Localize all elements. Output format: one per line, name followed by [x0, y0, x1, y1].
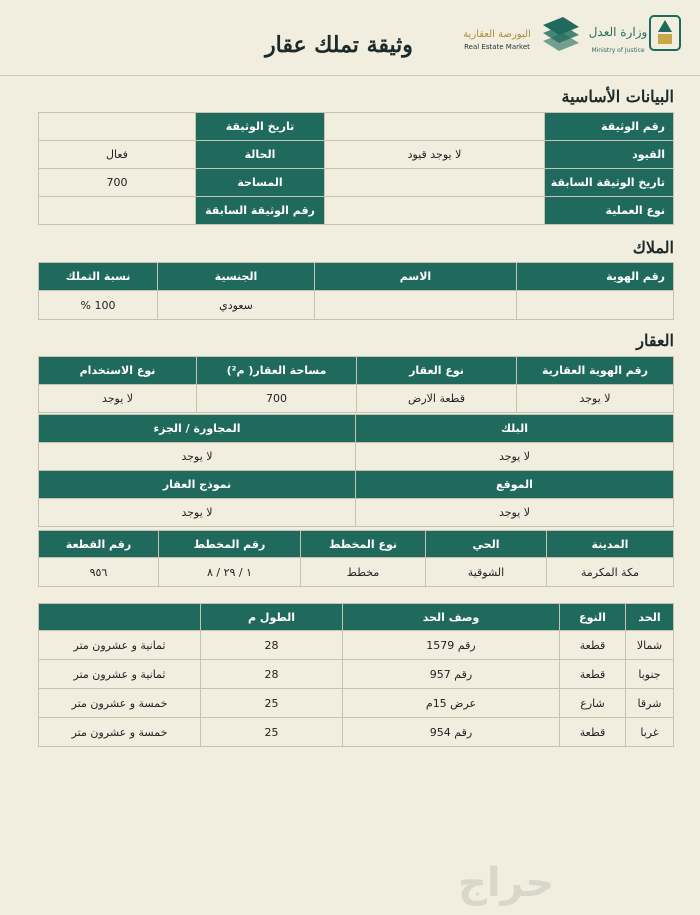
border-length: 28: [201, 631, 343, 660]
border-length: 25: [201, 689, 343, 718]
border-type: قطعة: [560, 660, 626, 689]
label-doc-date: تاريخ الوثيقة: [196, 113, 325, 141]
border-type: شارع: [560, 689, 626, 718]
border-length: 28: [201, 660, 343, 689]
value-status: فعال: [39, 141, 196, 169]
document-title: وثيقة تملك عقار: [265, 32, 413, 58]
owners-header-name: الاسم: [315, 263, 517, 291]
border-length-words: ثمانية و عشرون متر: [39, 660, 201, 689]
border-desc: رقم 1579: [343, 631, 560, 660]
property-title: العقار: [636, 331, 674, 350]
borders-header-desc: وصف الحد: [343, 604, 560, 631]
property-value-district: الشوقية: [426, 558, 547, 587]
property-header-usage: نوع الاستخدام: [39, 357, 197, 385]
property-value-area: 700: [197, 385, 357, 413]
property-header-block: البلك: [356, 415, 674, 443]
border-side: جنوبا: [626, 660, 674, 689]
property-header-type: نوع العقار: [357, 357, 517, 385]
property-header-plan-no: رقم المخطط: [159, 531, 301, 558]
border-desc: عرض 15م: [343, 689, 560, 718]
label-status: الحالة: [196, 141, 325, 169]
owner-name: [315, 291, 517, 320]
borders-header-side: الحد: [626, 604, 674, 631]
owner-nationality: سعودي: [158, 291, 315, 320]
moj-logo-en: Ministry of Justice: [591, 47, 645, 54]
basic-data-table: [38, 112, 674, 225]
property-value-block: لا يوجد: [356, 443, 674, 471]
moj-logo-text: وزارة العدل: [588, 25, 648, 39]
label-restrictions: القيود: [545, 141, 674, 169]
property-value-usage: لا يوجد: [39, 385, 197, 413]
owners-header-share: نسبة التملك: [39, 263, 158, 291]
owners-title: الملاك: [632, 238, 674, 257]
property-table-3: [38, 530, 674, 587]
label-prev-doc-date: تاريخ الوثيقة السابقة: [545, 169, 674, 197]
value-prev-doc-date: [325, 169, 545, 197]
property-header-plan-type: نوع المخطط: [301, 531, 426, 558]
owner-id: [517, 291, 674, 320]
ministry-of-justice-logo: [588, 12, 688, 60]
property-value-location: لا يوجد: [356, 499, 674, 527]
borders-table: [38, 603, 674, 747]
owners-header-id: رقم الهوية: [517, 263, 674, 291]
rem-logo-text: البورصة العقارية: [463, 29, 531, 40]
value-op-type: [325, 197, 545, 225]
haraj-watermark: حراج: [458, 860, 555, 906]
property-header-plot-no: رقم القطعة: [39, 531, 159, 558]
owners-header-nationality: الجنسية: [158, 263, 315, 291]
property-header-model: نموذج العقار: [39, 471, 356, 499]
property-header-id: رقم الهوية العقارية: [517, 357, 674, 385]
property-table-1: [38, 356, 674, 413]
owners-table: [38, 262, 674, 320]
border-desc: رقم 957: [343, 660, 560, 689]
border-length-words: خمسة و عشرون متر: [39, 689, 201, 718]
basic-data-title: البيانات الأساسية: [561, 87, 674, 106]
property-value-plan-no: ١ / ٢٩ / ٨: [159, 558, 301, 587]
label-op-type: نوع العملية: [545, 197, 674, 225]
borders-header-length-words: [39, 604, 201, 631]
value-doc-date: [39, 113, 196, 141]
borders-header-length: الطول م: [201, 604, 343, 631]
borders-header-type: النوع: [560, 604, 626, 631]
value-prev-doc-no: [39, 197, 196, 225]
property-table-2: [38, 414, 674, 527]
border-length: 25: [201, 718, 343, 747]
border-desc: رقم 954: [343, 718, 560, 747]
value-doc-no: [325, 113, 545, 141]
value-area: 700: [39, 169, 196, 197]
value-restrictions: لا يوجد قيود: [325, 141, 545, 169]
label-doc-no: رقم الوثيقة: [545, 113, 674, 141]
property-header-location: الموقع: [356, 471, 674, 499]
border-side: غربا: [626, 718, 674, 747]
property-header-city: المدينة: [547, 531, 674, 558]
border-side: شرقا: [626, 689, 674, 718]
border-length-words: ثمانية و عشرون متر: [39, 631, 201, 660]
label-prev-doc-no: رقم الوثيقة السابقة: [196, 197, 325, 225]
border-side: شمالا: [626, 631, 674, 660]
border-type: قطعة: [560, 631, 626, 660]
property-value-plot-no: ٩٥٦: [39, 558, 159, 587]
document-header: [0, 0, 700, 76]
property-value-type: قطعة الارض: [357, 385, 517, 413]
property-value-id: لا يوجد: [517, 385, 674, 413]
property-header-neighbor: المجاورة / الجزء: [39, 415, 356, 443]
owner-share: 100 %: [39, 291, 158, 320]
label-area: المساحة: [196, 169, 325, 197]
border-type: قطعة: [560, 718, 626, 747]
property-value-model: لا يوجد: [39, 499, 356, 527]
border-length-words: خمسة و عشرون متر: [39, 718, 201, 747]
property-value-city: مكة المكرمة: [547, 558, 674, 587]
property-value-plan-type: مخطط: [301, 558, 426, 587]
property-header-area: مساحة العقار( م²): [197, 357, 357, 385]
real-estate-market-logo: [455, 15, 580, 60]
rem-logo-en: Real Estate Market: [464, 43, 530, 51]
property-value-neighbor: لا يوجد: [39, 443, 356, 471]
property-header-district: الحي: [426, 531, 547, 558]
